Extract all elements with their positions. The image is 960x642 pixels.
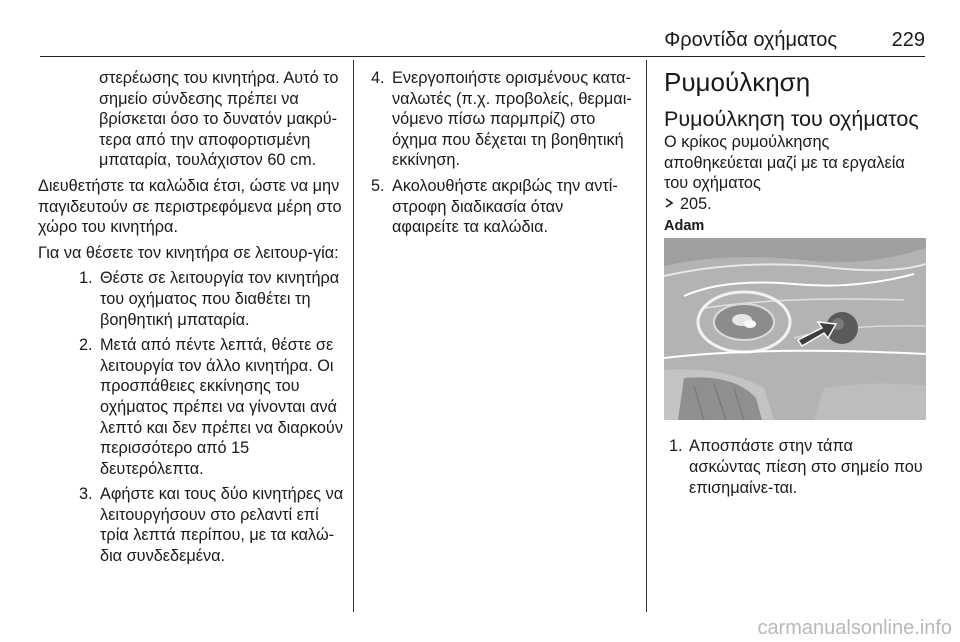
steps-list [370, 68, 632, 238]
section-heading: Ρυμούλκηση [664, 67, 811, 97]
steps-list [664, 436, 926, 498]
watermark: carmanualsonline.info [757, 617, 952, 639]
intro-text [664, 132, 926, 214]
step-number: 1. [79, 269, 93, 288]
continuation-text: στερέωσης του κινητήρα. Αυτό το σημείο σύνδεσης πρέπει να βρίσκεται όσο το δυνατόν μακρύ-τερα από την αποφορτισμένη μπαταρία, τουλάχιστον 60 cm. [99, 69, 339, 170]
list-item [370, 68, 632, 171]
column-1 [38, 68, 346, 572]
step-text: Αποσπάστε στην τάπα ασκώντας πίεση στο σημείο που επισημαίνε-ται. [689, 437, 923, 497]
page-number: 229 [891, 29, 925, 51]
paragraph: Διευθετήστε τα καλώδια έτσι, ώστε να μην παγιδευτούν σε περιστρεφόμενα μέρη στο χώρο του κινητήρα. [38, 176, 342, 237]
paragraph: Για να θέσετε τον κινητήρα σε λειτουρ-γία: [38, 243, 339, 262]
intro-body: Ο κρίκος ρυμούλκησης αποθηκεύεται μαζί με τα εργαλεία του οχήματος [664, 133, 905, 193]
column-divider [353, 60, 354, 612]
list-item [38, 268, 346, 330]
step-number: 3. [79, 485, 93, 504]
page-ref-arrow-icon [664, 194, 680, 215]
step-text: Μετά από πέντε λεπτά, θέστε σε λειτουργία τον άλλο κινητήρα. Οι προσπάθειες εκκίνησης του οχήματος πρέπει να γίνονται ανά λεπτό και δεν πρέπει να διαρκούν περισσότερο από 15 δευτερόλεπτα. [100, 336, 343, 478]
column-divider [646, 60, 647, 612]
step-text: Ακολουθήστε ακριβώς την αντί-στροφη διαδικασία όταν αφαιρείτε τα καλώδια. [392, 176, 618, 237]
step-text: Ενεργοποιήστε ορισμένους κατα-ναλωτές (π.χ. προβολείς, θερμαι-νόμενο πίσω παρμπρίζ) στο όχημα που δέχεται τη βοηθητική εκκίνηση. [392, 69, 632, 170]
step-text: Θέστε σε λειτουργία τον κινητήρα του οχήματος που διαθέτει τη βοηθητική μπαταρία. [100, 269, 340, 329]
step-text: Αφήστε και τους δύο κινητήρες να λειτουργήσουν στο ρελαντί επί τρία λεπτά περίπου, με τα καλώ-δια συνδεδεμένα. [100, 485, 344, 566]
list-item [664, 436, 926, 498]
list-item [38, 484, 346, 566]
step-number: 4. [371, 69, 385, 87]
column-3 [664, 68, 926, 503]
step-number: 1. [669, 437, 683, 456]
page-ref: 205. [680, 194, 712, 213]
steps-list [38, 268, 346, 566]
towing-eye-cover-illustration [664, 238, 926, 420]
list-item [370, 176, 632, 238]
step-number: 5. [371, 176, 385, 195]
step-number: 2. [79, 336, 93, 355]
column-2 [370, 68, 632, 243]
section-title: Φροντίδα οχήματος [664, 29, 837, 51]
list-item [38, 335, 346, 479]
model-label: Adam [664, 218, 705, 235]
page-header [40, 26, 925, 57]
subsection-heading: Ρυμούλκηση του οχήματος [664, 107, 919, 131]
